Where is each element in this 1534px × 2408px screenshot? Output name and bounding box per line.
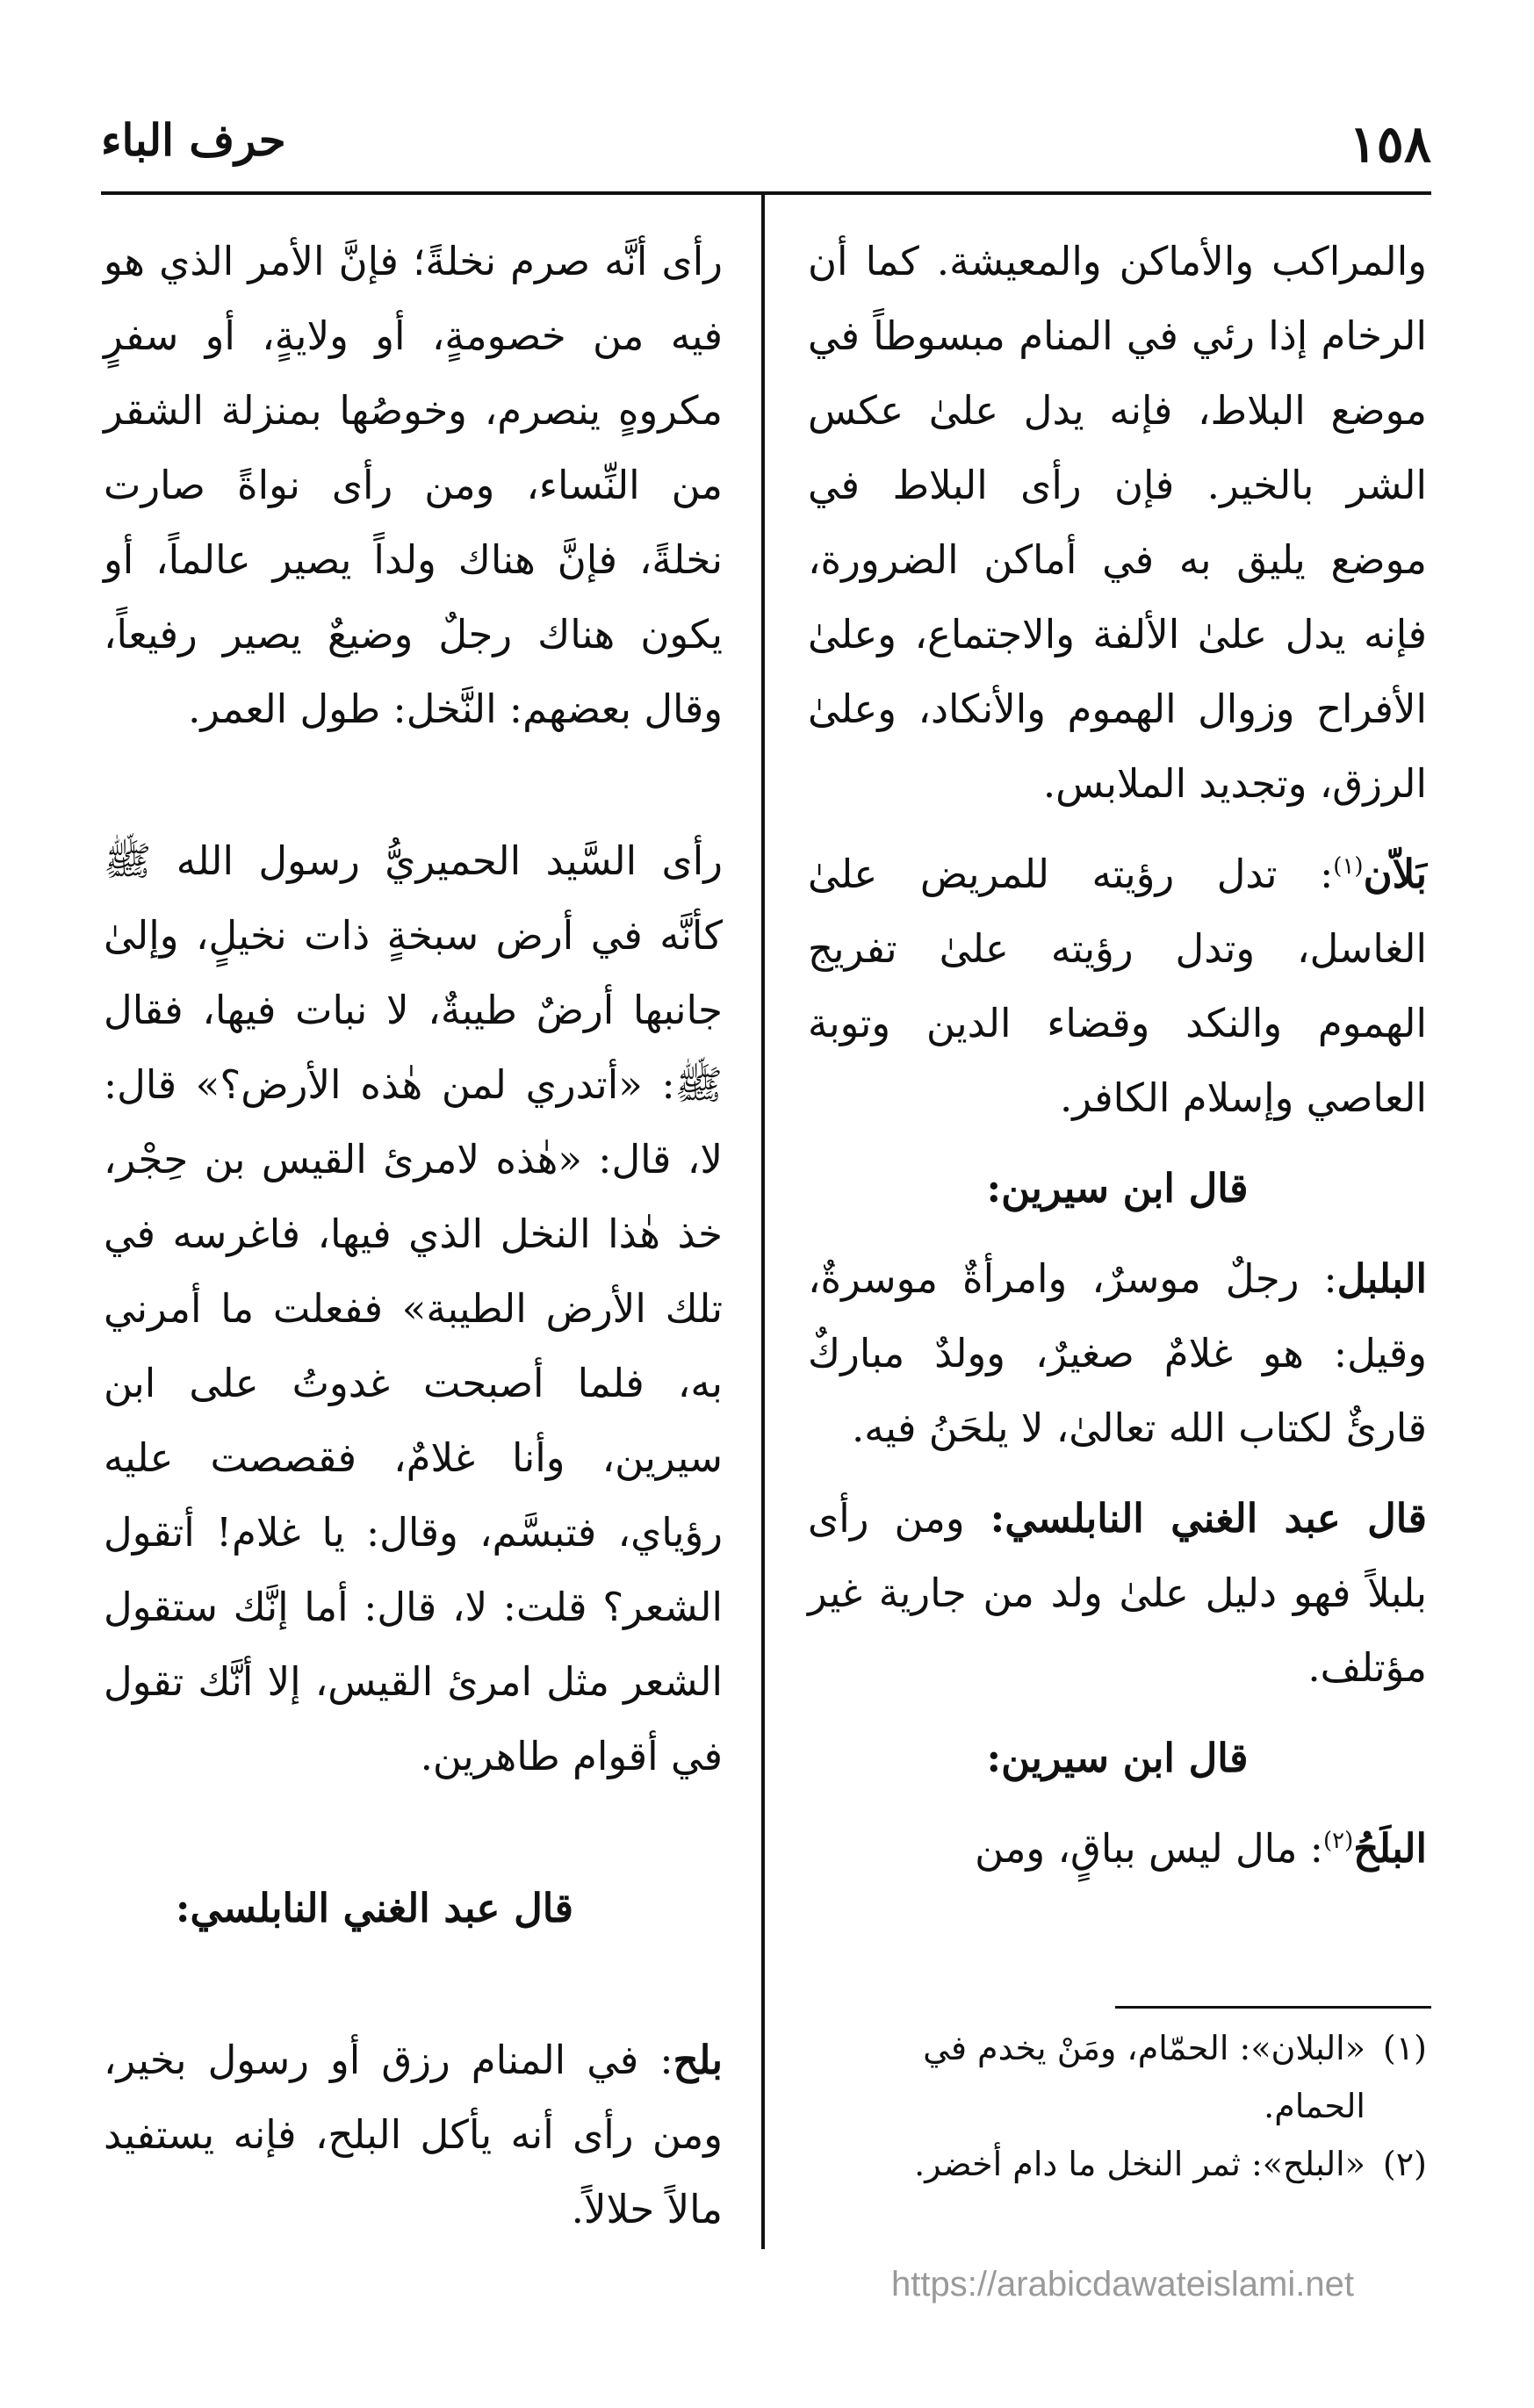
- entry-term: البلبل: [1336, 1255, 1427, 1302]
- entry-balah-left: [104, 2023, 723, 2246]
- nabulsi-entry: [808, 1481, 1427, 1705]
- footnote-continuation: الحمام.: [1264, 2087, 1365, 2125]
- section-heading: قال ابن سيرين:: [986, 1165, 1249, 1211]
- paragraph: والمراكب والأماكن والمعيشة. كما أن الرخام إذا رئي في المنام مبسوطاً في موضع البلاط، فإنه يدل علىٰ عكس الشر بالخير. فإن رأى البلاط في موضع يليق به في أماكن الضرورة، فإنه يدل علىٰ الألفة والاجتماع، وعلىٰ الأفراح وزوال الهموم والأنكاد، وعلىٰ الرزق، وتجديد الملابس.: [808, 238, 1427, 807]
- entry-term: بَلاّن: [1363, 851, 1427, 897]
- entry-balah: [808, 1811, 1427, 1886]
- entry-term: البلَحُ: [1353, 1825, 1427, 1872]
- section-heading: قال ابن سيرين:: [986, 1735, 1249, 1781]
- entry-bulbul: [808, 1241, 1427, 1465]
- entry-text: : في المنام رزق أو رسول بخير، ومن رأى أنه يأكل البلح، فإنه يستفيد مالاً حلالاً.: [104, 2037, 723, 2232]
- paragraph: رأى أنَّه صرم نخلةً؛ فإنَّ الأمر الذي هو فيه من خصومةٍ، أو ولايةٍ، أو سفرٍ مكروهٍ ينصرم، وخوصُها بمنزلة الشقر من النِّساء، ومن رأى نواةً صارت نخلةً، فإنَّ هناك ولداً يصير عالماً، أو يكون هناك رجلٌ وضيعٌ يصير رفيعاً، وقال بعضهم: النَّخل: طول العمر.: [104, 238, 723, 732]
- left-column: [104, 224, 723, 2262]
- entry-ballan: [808, 837, 1427, 1135]
- watermark-url: https://arabicdawateislami.net: [891, 2265, 1354, 2304]
- footnote-mark: (٢): [1322, 1828, 1354, 1854]
- footnotes: [808, 2019, 1427, 2193]
- footnote-number: (٢): [1382, 2145, 1427, 2183]
- footnote-mark: (١): [1333, 853, 1364, 880]
- entry-text: : رجلٌ موسرٌ، وامرأةٌ موسرةٌ، وقيل: هو غلامٌ صغيرٌ، وولدٌ مباركٌ قارئٌ لكتاب الله تعالىٰ، لا يلحَنُ فيه.: [808, 1255, 1427, 1451]
- paragraph: رأى السَّيد الحميريُّ رسول الله ﷺ كأنَّه في أرض سبخةٍ ذات نخيلٍ، وإلىٰ جانبها أرضٌ طيبةٌ، لا نبات فيها، فقال ﷺ: «أتدري لمن هٰذه الأرض؟» قال: لا، قال: «هٰذه لامرئ القيس بن حِجْر، خذ هٰذا النخل الذي فيها، فاغرسه في تلك الأرض الطيبة» ففعلت ما أمرني به، فلما أصبحت غدوتُ على ابن سيرين، وأنا غلامٌ، فقصصت عليه رؤياي، فتبسَّم، وقال: يا غلام! أتقول الشعر؟ قلت: لا، قال: أما إنَّك ستقول الشعر مثل امرئ القيس، إلا أنَّك تقول في أقوام طاهرين.: [104, 837, 723, 1779]
- header-rule: [101, 191, 1431, 195]
- column-divider: [761, 195, 765, 2249]
- footnote: [808, 2135, 1427, 2193]
- page-header: [101, 114, 1431, 184]
- footnote: [808, 2019, 1427, 2077]
- footnote-text: «البلح»: ثمر النخل ما دام أخضر.: [914, 2145, 1365, 2183]
- right-column: [808, 224, 1427, 1901]
- entry-text: : تدل رؤيته للمريض علىٰ الغاسل، وتدل رؤيته علىٰ تفريج الهموم والنكد وقضاء الدين وتوبة العاصي وإسلام الكافر.: [808, 851, 1427, 1121]
- footnote-number: (١): [1382, 2029, 1427, 2067]
- entry-term: بلح: [673, 2037, 723, 2083]
- page-number: ١٥٨: [1349, 114, 1431, 174]
- running-head: حرف الباء: [101, 114, 286, 166]
- entry-text: : مال ليس بباقٍ، ومن: [975, 1825, 1323, 1872]
- entry-text: ومن رأى بلبلاً فهو دليل علىٰ ولد من جارية غير مؤتلف.: [808, 1495, 1427, 1691]
- footnote-text: «البلان»: الحمّام، ومَنْ يخدم في: [923, 2029, 1365, 2067]
- nabulsi-label: قال عبد الغني النابلسي:: [990, 1495, 1427, 1542]
- footnote-rule: [1115, 2006, 1431, 2009]
- section-heading: قال عبد الغني النابلسي:: [175, 1885, 573, 1931]
